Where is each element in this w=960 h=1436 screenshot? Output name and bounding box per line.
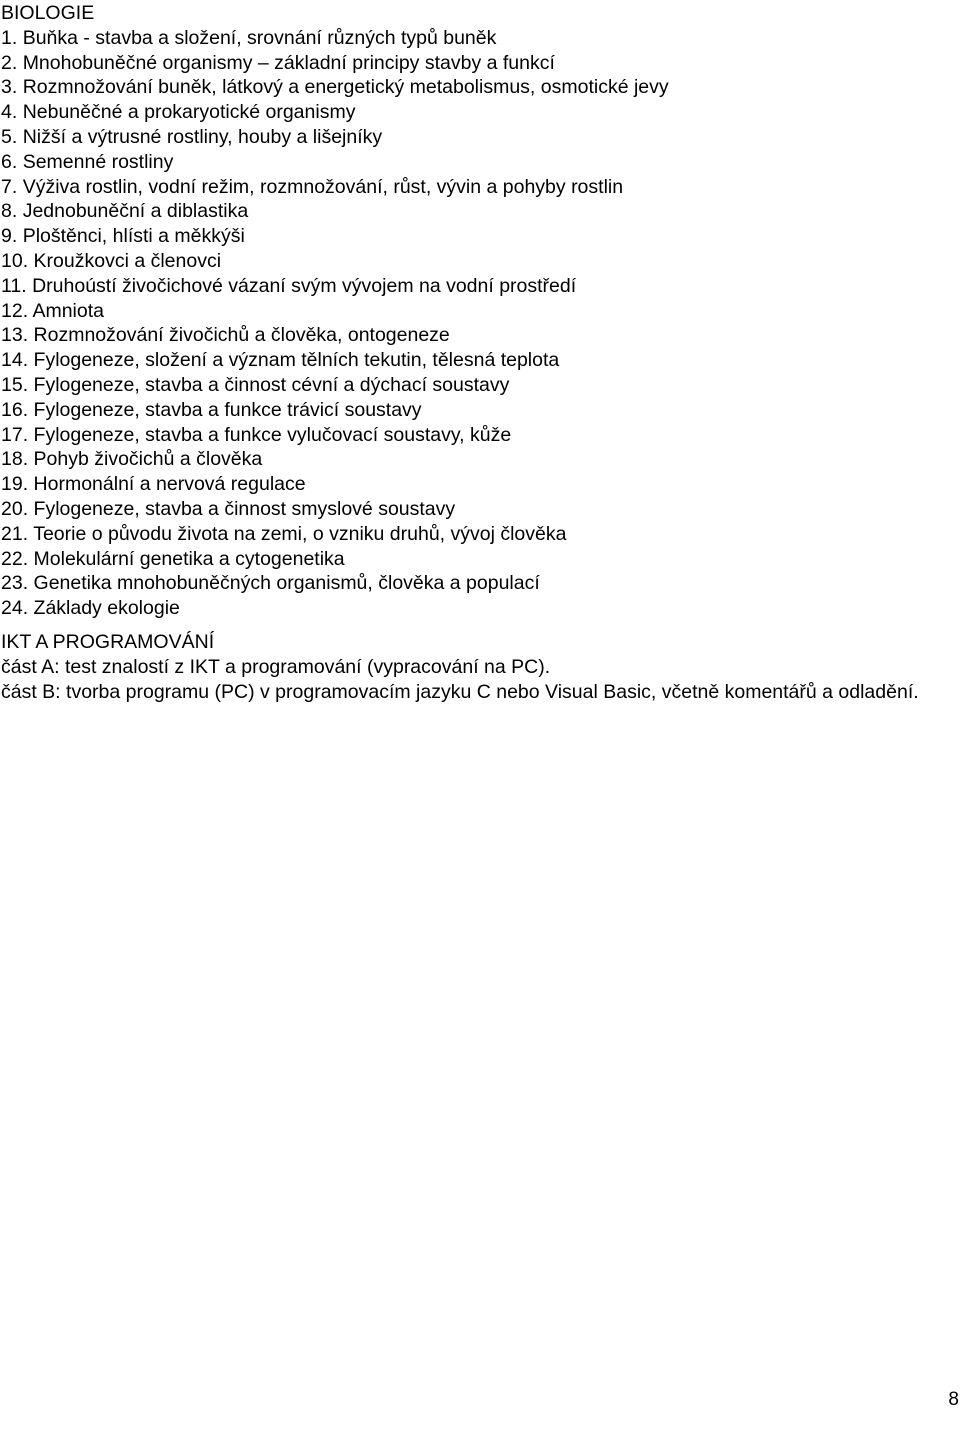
biology-heading: BIOLOGIE <box>1 2 95 24</box>
topic-number: 19. <box>1 473 29 496</box>
biology-topic-item <box>1 522 941 547</box>
biology-topic-item <box>1 75 941 100</box>
biology-topic-item <box>1 26 941 51</box>
biology-topic-list <box>1 26 941 621</box>
topic-number: 13. <box>1 324 29 347</box>
topic-number: 6. <box>1 150 18 173</box>
biology-topic-item <box>1 125 941 150</box>
topic-number: 12. <box>1 299 29 322</box>
topic-text: Kroužkovci a členovci <box>33 249 222 272</box>
topic-number: 20. <box>1 497 29 520</box>
page-number: 8 <box>948 1389 959 1410</box>
biology-topic-item <box>1 175 941 200</box>
biology-topic-item <box>1 547 941 572</box>
topic-number: 1. <box>1 26 18 49</box>
topic-text: Rozmnožování živočichů a člověka, ontogeneze <box>33 324 450 347</box>
biology-topic-item <box>1 150 941 175</box>
topic-text: Fylogeneze, složení a význam tělních tekutin, tělesná teplota <box>33 349 560 372</box>
topic-number: 5. <box>1 125 18 148</box>
topic-number: 3. <box>1 76 18 99</box>
topic-number: 21. <box>1 522 29 545</box>
topic-text: Rozmnožování buněk, látkový a energetický metabolismus, osmotické jevy <box>22 76 669 99</box>
document-content <box>1 1 941 704</box>
topic-number: 14. <box>1 349 29 372</box>
ikt-heading: IKT A PROGRAMOVÁNÍ <box>1 630 215 653</box>
biology-topic-item <box>1 224 941 249</box>
topic-number: 9. <box>1 225 18 248</box>
topic-text: Hormonální a nervová regulace <box>33 473 306 496</box>
biology-topic-item <box>1 348 941 373</box>
topic-number: 8. <box>1 200 18 223</box>
topic-number: 2. <box>1 51 18 74</box>
topic-number: 18. <box>1 448 29 471</box>
topic-number: 10. <box>1 249 29 272</box>
topic-text: Fylogeneze, stavba a činnost cévní a dýchací soustavy <box>33 373 510 396</box>
topic-text: Genetika mnohobuněčných organismů, člověka a populací <box>33 572 540 595</box>
biology-topic-item <box>1 51 941 76</box>
biology-topic-item <box>1 274 941 299</box>
biology-topic-item <box>1 571 941 596</box>
topic-text: Pohyb živočichů a člověka <box>33 448 263 471</box>
topic-number: 15. <box>1 373 29 396</box>
topic-number: 7. <box>1 175 18 198</box>
biology-topic-item <box>1 423 941 448</box>
topic-text: Základy ekologie <box>33 597 180 620</box>
topic-text: Mnohobuněčné organismy – základní principy stavby a funkcí <box>22 51 555 74</box>
topic-text: Molekulární genetika a cytogenetika <box>33 547 345 570</box>
topic-text: Výživa rostlin, vodní režim, rozmnožování, růst, vývin a pohyby rostlin <box>22 175 624 198</box>
biology-topic-item <box>1 472 941 497</box>
biology-topic-item <box>1 100 941 125</box>
biology-topic-item <box>1 497 941 522</box>
topic-number: 23. <box>1 572 29 595</box>
biology-topic-item <box>1 596 941 621</box>
ikt-part-b: část B: tvorba programu (PC) v programovacím jazyku C nebo Visual Basic, včetně komentářů a odladění. <box>1 680 919 703</box>
topic-text: Buňka - stavba a složení, srovnání různých typů buněk <box>22 26 497 49</box>
topic-number: 16. <box>1 398 29 421</box>
ikt-part-a: část A: test znalostí z IKT a programování (vypracování na PC). <box>1 655 551 678</box>
topic-text: Teorie o původu života na zemi, o vzniku druhů, vývoj člověka <box>33 522 567 545</box>
topic-number: 11. <box>1 274 27 297</box>
topic-text: Nebuněčné a prokaryotické organismy <box>22 101 356 124</box>
topic-text: Ploštěnci, hlísti a měkkýši <box>22 225 245 248</box>
biology-topic-item <box>1 199 941 224</box>
biology-topic-item <box>1 249 941 274</box>
topic-number: 4. <box>1 101 18 124</box>
topic-text: Amniota <box>32 299 104 322</box>
topic-text: Druhoústí živočichové vázaní svým vývojem na vodní prostředí <box>32 274 577 297</box>
topic-text: Fylogeneze, stavba a funkce vylučovací soustavy, kůže <box>33 423 512 446</box>
biology-topic-item <box>1 299 941 324</box>
ikt-section <box>1 630 941 704</box>
topic-text: Jednobuněční a diblastika <box>22 200 249 223</box>
topic-text: Semenné rostliny <box>22 150 174 173</box>
biology-topic-item <box>1 323 941 348</box>
biology-topic-item <box>1 398 941 423</box>
topic-text: Fylogeneze, stavba a činnost smyslové soustavy <box>33 497 456 520</box>
biology-topic-item <box>1 373 941 398</box>
topic-number: 22. <box>1 547 29 570</box>
topic-text: Fylogeneze, stavba a funkce trávicí soustavy <box>33 398 422 421</box>
biology-topic-item <box>1 447 941 472</box>
topic-number: 24. <box>1 597 29 620</box>
topic-number: 17. <box>1 423 29 446</box>
topic-text: Nižší a výtrusné rostliny, houby a lišejníky <box>22 125 383 148</box>
